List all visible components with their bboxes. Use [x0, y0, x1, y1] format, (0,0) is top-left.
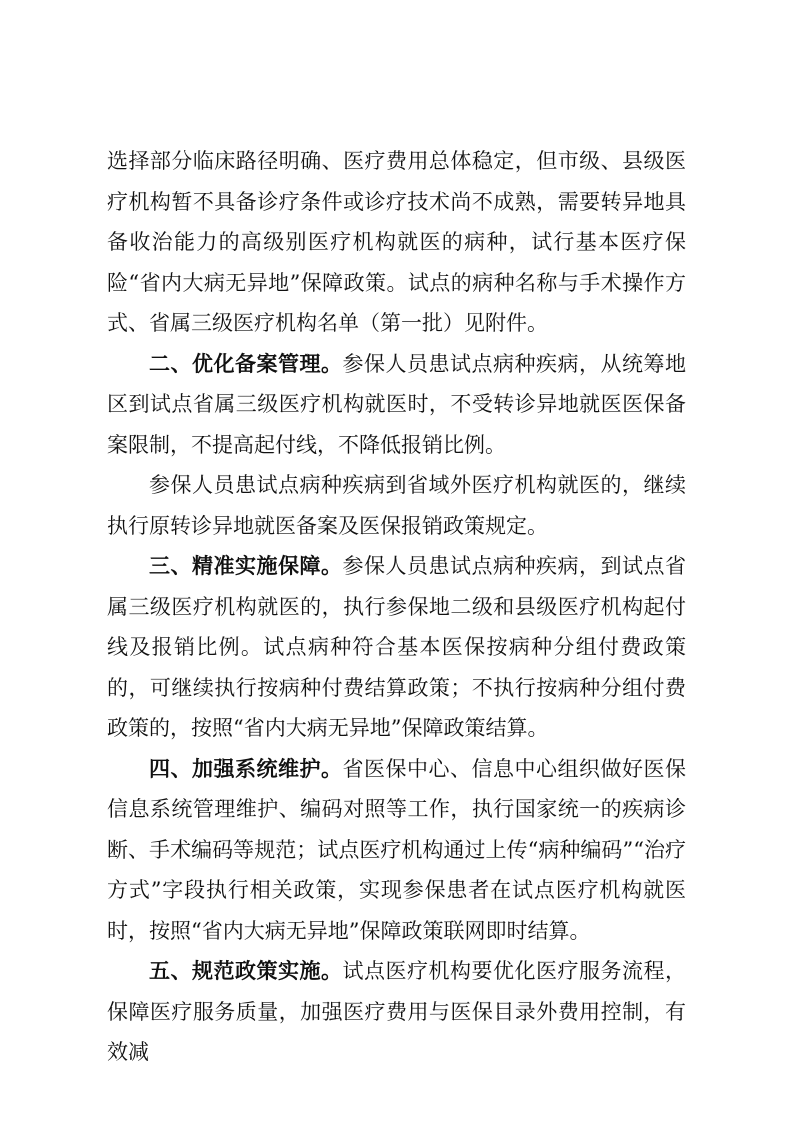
paragraph-text: 省医保中心、信息中心组织做好医保信息系统管理维护、编码对照等工作，执行国家统一的疾病诊断、手术编码等规范；试点医疗机构通过上传“病种编码”“治疗方式”字段执行相关政策，实现参保患者在试点医疗机构就医时，按照“省内大病无异地”保障政策联网即时结算。	[107, 756, 686, 943]
paragraph-text: 选择部分临床路径明确、医疗费用总体稳定，但市级、县级医疗机构暂不具备诊疗条件或诊疗技术尚不成熟，需要转异地具备收治能力的高级别医疗机构就医的病种，试行基本医疗保险“省内大病无异地”保障政策。试点的病种名称与手术操作方式、省属三级医疗机构名单（第一批）见附件。	[107, 149, 686, 335]
paragraph-text: 参保人员患试点病种疾病，到试点省属三级医疗机构就医的，执行参保地二级和县级医疗机构起付线及报销比例。试点病种符合基本医保按病种分组付费政策的，可继续执行按病种付费结算政策；不执行按病种分组付费政策的，按照“省内大病无异地”保障政策结算。	[107, 554, 686, 740]
document-body	[107, 141, 686, 1073]
section-heading: 二、优化备案管理。	[149, 351, 343, 376]
paragraph-section-5	[107, 951, 686, 1073]
section-heading: 五、规范政策实施。	[149, 959, 343, 983]
paragraph-text: 参保人员患试点病种疾病到省域外医疗机构就医的，继续执行原转诊异地就医备案及医保报销政策规定。	[107, 473, 686, 538]
section-heading: 三、精准实施保障。	[149, 554, 343, 578]
paragraph-section-3	[107, 546, 686, 749]
paragraph-out-of-province	[107, 465, 686, 546]
paragraph-policy-scope	[107, 141, 686, 344]
paragraph-section-4	[107, 749, 686, 952]
paragraph-text: 参保人员患试点病种疾病，从统筹地区到试点省属三级医疗机构就医时，不受转诊异地就医医保备案限制，不提高起付线，不降低报销比例。	[107, 351, 686, 457]
paragraph-text: 试点医疗机构要优化医疗服务流程，保障医疗服务质量，加强医疗费用与医保目录外费用控制，有效减	[107, 959, 686, 1064]
paragraph-section-2	[107, 344, 686, 466]
section-heading: 四、加强系统维护。	[149, 756, 343, 781]
